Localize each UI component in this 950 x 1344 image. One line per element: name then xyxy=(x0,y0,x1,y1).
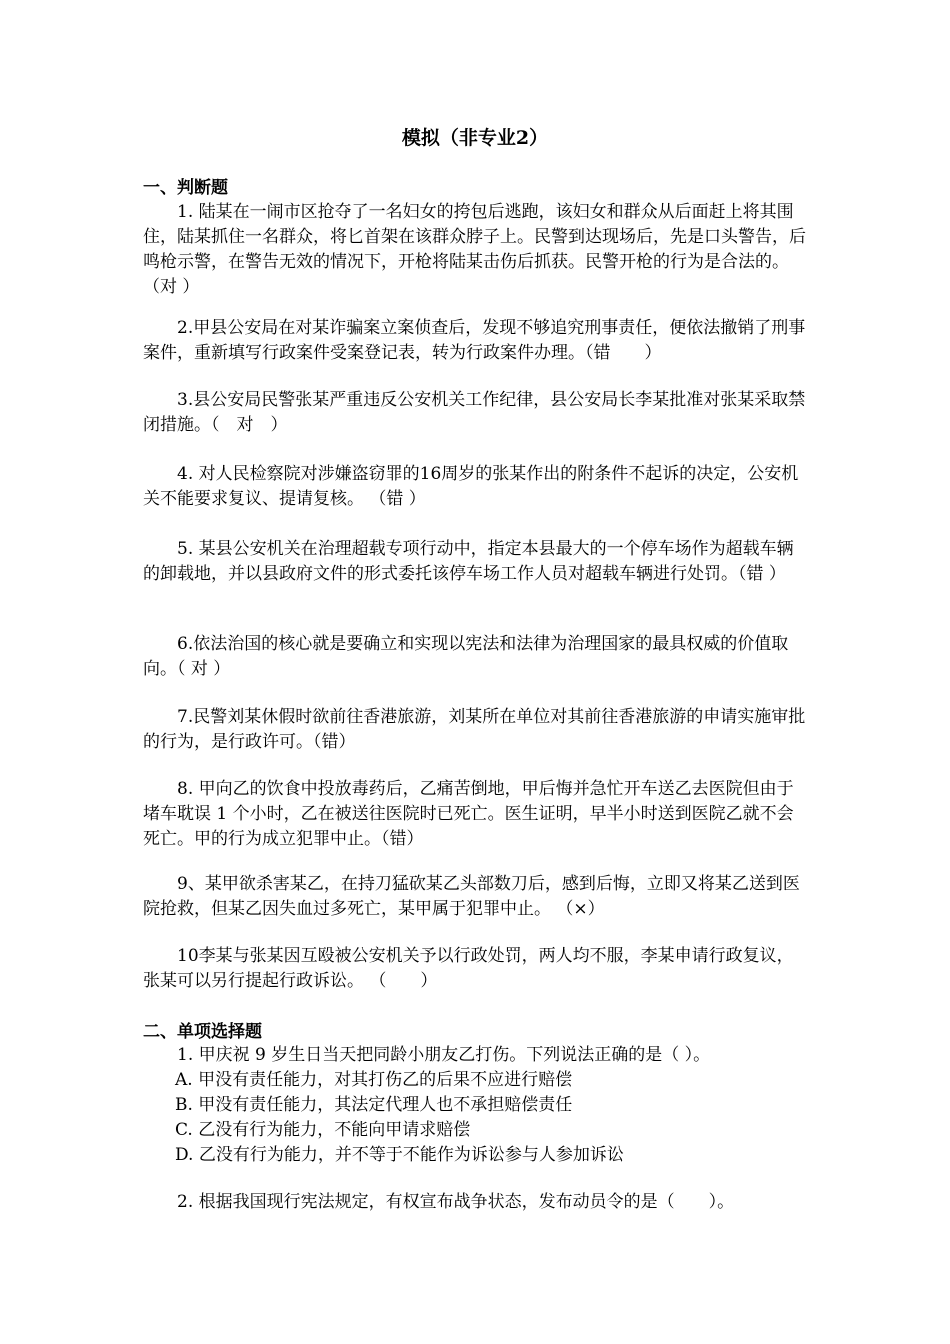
judgment-question-8: 8. 甲向乙的饮食中投放毒药后，乙痛苦倒地，甲后悔并急忙开车送乙去医院但由于堵车耽误 1 个小时，乙在被送往医院时已死亡。医生证明，早半小时送到医院乙就不会死亡。甲的行为成立犯罪中止。（错） xyxy=(143,779,794,849)
judgment-question-2: 2.甲县公安局在对某诈骗案立案侦查后，发现不够追究刑事责任，便依法撤销了刑事案件，重新填写行政案件受案登记表，转为行政案件办理。（错 ） xyxy=(143,318,806,363)
page-title: 模拟（非专业2） xyxy=(401,127,549,149)
judgment-question-4: 4. 对人民检察院对涉嫌盗窃罪的16周岁的张某作出的附条件不起诉的决定，公安机关不能要求复议、提请复核。 （错 ） xyxy=(143,464,799,509)
choice-option-a: A. 甲没有责任能力，对其打伤乙的后果不应进行赔偿 xyxy=(175,1070,573,1090)
judgment-question-7: 7.民警刘某休假时欲前往香港旅游，刘某所在单位对其前往香港旅游的申请实施审批的行为，是行政许可。（错） xyxy=(143,707,806,752)
judgment-question-6: 6.依法治国的核心就是要确立和实现以宪法和法律为治理国家的最具权威的价值取向。（ 对 ） xyxy=(143,634,789,679)
choice-option-d: D. 乙没有行为能力，并不等于不能作为诉讼参与人参加诉讼 xyxy=(175,1145,624,1165)
section-heading-judgment: 一、判断题 xyxy=(143,178,228,198)
choice-question-1: 1. 甲庆祝 9 岁生日当天把同龄小朋友乙打伤。下列说法正确的是（ ）。 xyxy=(177,1045,711,1065)
section-heading-choice: 二、单项选择题 xyxy=(143,1022,262,1042)
judgment-question-5: 5. 某县公安机关在治理超载专项行动中，指定本县最大的一个停车场作为超载车辆的卸载地，并以县政府文件的形式委托该停车场工作人员对超载车辆进行处罚。（错 ） xyxy=(143,539,794,584)
choice-option-c: C. 乙没有行为能力，不能向甲请求赔偿 xyxy=(175,1120,471,1140)
choice-option-b: B. 甲没有责任能力，其法定代理人也不承担赔偿责任 xyxy=(175,1095,573,1115)
judgment-question-3: 3.县公安局民警张某严重违反公安机关工作纪律，县公安局长李某批准对张某采取禁闭措施。（ 对 ） xyxy=(143,390,806,435)
judgment-question-9: 9、某甲欲杀害某乙，在持刀猛砍某乙头部数刀后，感到后悔，立即又将某乙送到医院抢救，但某乙因失血过多死亡，某甲属于犯罪中止。 （×） xyxy=(143,874,800,919)
choice-question-2: 2. 根据我国现行宪法规定，有权宣布战争状态，发布动员令的是（ ）。 xyxy=(177,1192,735,1212)
judgment-question-10: 10李某与张某因互殴被公安机关予以行政处罚，两人均不服，李某申请行政复议，张某可以另行提起行政诉讼。 （ ） xyxy=(143,946,794,991)
judgment-question-1: 1. 陆某在一闹市区抢夺了一名妇女的挎包后逃跑，该妇女和群众从后面赶上将其围住，陆某抓住一名群众，将匕首架在该群众脖子上。民警到达现场后，先是口头警告，后鸣枪示警，在警告无效的情况下，开枪将陆某击伤后抓获。民警开枪的行为是合法的。（对 ） xyxy=(143,202,806,297)
